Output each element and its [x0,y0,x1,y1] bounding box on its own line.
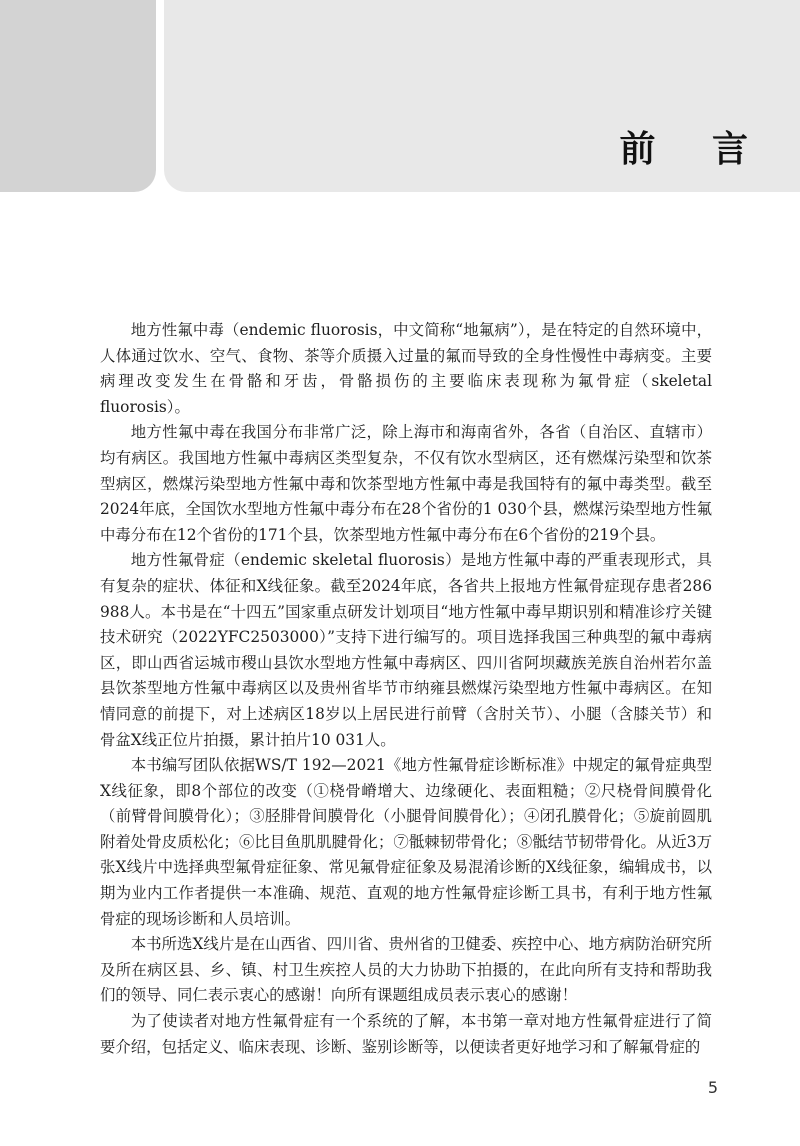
paragraph: 本书编写团队依据WS/T 192—2021《地方性氟骨症诊断标准》中规定的氟骨症典型X线征象，即8个部位的改变（①桡骨嵴增大、边缘硬化、表面粗糙；②尺桡骨间膜骨化（前臂骨间膜骨化）；③胫腓骨间膜骨化（小腿骨间膜骨化）；④闭孔膜骨化；⑤旋前圆肌附着处骨皮质松化；⑥比目鱼肌肌腱骨化；⑦骶棘韧带骨化；⑧骶结节韧带骨化。从近3万张X线片中选择典型氟骨症征象、常见氟骨症征象及易混淆诊断的X线征象，编辑成书，以期为业内工作者提供一本准确、规范、直观的地方性氟骨症诊断工具书，有利于地方性氟骨症的现场诊断和人员培训。 [100,756,712,928]
paragraph: 本书所选X线片是在山西省、四川省、贵州省的卫健委、疾控中心、地方病防治研究所及所在病区县、乡、镇、村卫生疾控人员的大力协助下拍摄的，在此向所有支持和帮助我们的领导、同仁表示衷心的感谢！向所有课题组成员表示衷心的感谢！ [100,935,712,1005]
paragraph: 地方性氟中毒（endemic fluorosis，中文简称“地氟病”），是在特定的自然环境中，人体通过饮水、空气、食物、茶等介质摄入过量的氟而导致的全身性慢性中毒病变。主要病理改变发生在骨骼和牙齿，骨骼损伤的主要临床表现称为氟骨症（skeletal fluorosis）。 [100,321,712,416]
body-text [100,318,712,1060]
page-title: 前 言 [619,129,770,170]
paragraph: 地方性氟中毒在我国分布非常广泛，除上海市和海南省外，各省（自治区、直辖市）均有病区。我国地方性氟中毒病区类型复杂，不仅有饮水型病区，还有燃煤污染型和饮茶型病区，燃煤污染型地方性氟中毒和饮茶型地方性氟中毒是我国特有的氟中毒类型。截至2024年底，全国饮水型地方性氟中毒分布在28个省份的1 030个县，燃煤污染型地方性氟中毒分布在12个省份的171个县，饮茶型地方性氟中毒分布在6个省份的219个县。 [100,423,712,544]
paragraph: 为了使读者对地方性氟骨症有一个系统的了解，本书第一章对地方性氟骨症进行了简要介绍，包括定义、临床表现、诊断、鉴别诊断等，以便读者更好地学习和了解氟骨症的 [100,1012,712,1056]
paragraph: 地方性氟骨症（endemic skeletal fluorosis）是地方性氟中毒的严重表现形式，具有复杂的症状、体征和X线征象。截至2024年底，各省共上报地方性氟骨症现存患者286 988人。本书是在“十四五”国家重点研发计划项目“地方性氟中毒早期识别和精准诊疗关键技术研究（2022YFC2503000）”支持下进行编写的。项目选择我国三种典型的氟中毒病区，即山西省运城市稷山县饮水型地方性氟中毒病区、四川省阿坝藏族羌族自治州若尔盖县饮茶型地方性氟中毒病区以及贵州省毕节市纳雍县燃煤污染型地方性氟中毒病区。在知情同意的前提下，对上述病区18岁以上居民进行前臂（含肘关节）、小腿（含膝关节）和骨盆X线正位片拍摄，累计拍片10 031人。 [100,551,712,749]
header-decor-left [0,0,156,192]
page-number: 5 [707,1078,718,1097]
